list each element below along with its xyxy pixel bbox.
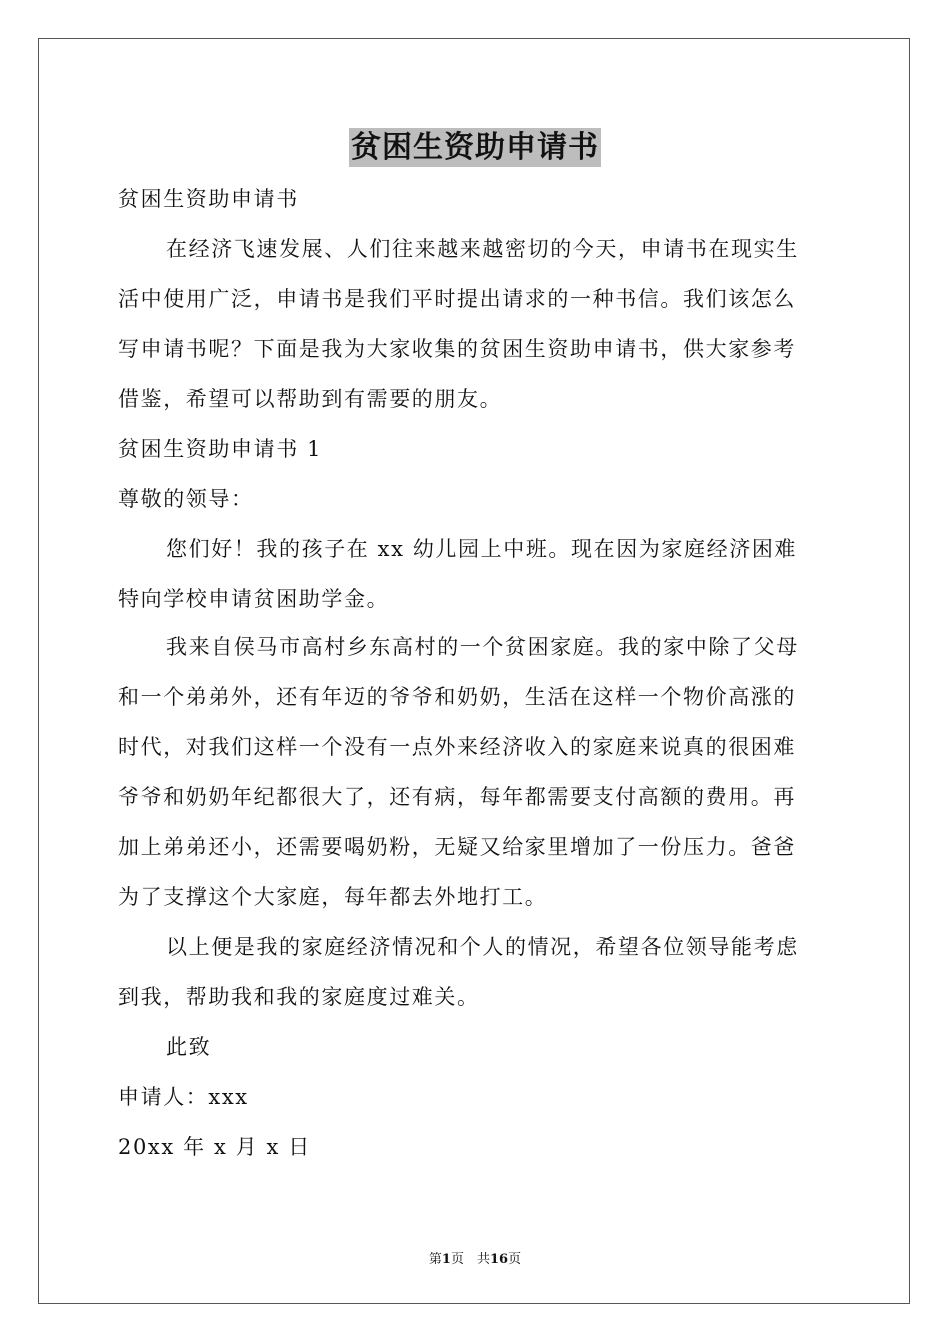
intro-line: 在经济飞速发展、人们往来越来越密切的今天，申请书在现实生 (166, 237, 799, 261)
document-title-text: 贫困生资助申请书 (351, 130, 599, 165)
date: 20xx 年 x 月 x 日 (118, 1135, 311, 1159)
footer-mid: 页 共 (450, 1252, 490, 1267)
intro-line: 写申请书呢？下面是我为大家收集的贫困生资助申请书，供大家参考 (118, 337, 796, 361)
page-footer (0, 1248, 950, 1267)
salutation: 尊敬的领导： (118, 487, 254, 511)
closing: 此致 (166, 1035, 212, 1059)
paragraph-line: 我来自侯马市高村乡东高村的一个贫困家庭。我的家中除了父母 (166, 635, 799, 659)
footer-prefix: 第 (428, 1252, 442, 1267)
footer-suffix: 页 (508, 1252, 522, 1267)
applicant: 申请人：xxx (118, 1085, 249, 1109)
footer-page-total: 16 (489, 1252, 509, 1267)
paragraph-line: 加上弟弟还小，还需要喝奶粉，无疑又给家里增加了一份压力。爸爸 (118, 835, 796, 859)
paragraph-line: 时代，对我们这样一个没有一点外来经济收入的家庭来说真的很困难 (118, 735, 796, 759)
footer-page-current: 1 (441, 1252, 451, 1267)
paragraph-line: 爷爷和奶奶年纪都很大了，还有病，每年都需要支付高额的费用。再 (118, 785, 796, 809)
page-border (38, 38, 910, 1304)
paragraph-line: 以上便是我的家庭经济情况和个人的情况，希望各位领导能考虑 (166, 935, 799, 959)
section-heading: 贫困生资助申请书 1 (118, 437, 323, 461)
intro-line: 活中使用广泛，申请书是我们平时提出请求的一种书信。我们该怎么 (118, 287, 796, 311)
subtitle: 贫困生资助申请书 (118, 187, 299, 211)
paragraph-line: 您们好！我的孩子在 xx 幼儿园上中班。现在因为家庭经济困难 (166, 537, 798, 561)
paragraph-line: 到我，帮助我和我的家庭度过难关。 (118, 985, 480, 1009)
paragraph-line: 和一个弟弟外，还有年迈的爷爷和奶奶，生活在这样一个物价高涨的 (118, 685, 796, 709)
paragraph-line: 特向学校申请贫困助学金。 (118, 587, 390, 611)
document-title (0, 126, 950, 170)
intro-line: 借鉴，希望可以帮助到有需要的朋友。 (118, 387, 503, 411)
paragraph-line: 为了支撑这个大家庭，每年都去外地打工。 (118, 885, 548, 909)
